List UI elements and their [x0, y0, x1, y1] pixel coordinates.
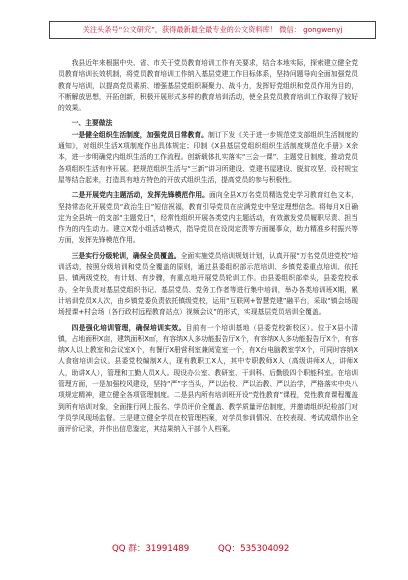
header-banner: [49, 21, 376, 39]
paragraph-1-text: 制订下发《关于进一步规范党支部组织生活制度的通知》，对组织生活X项制度作出具体规定；印制《X县基层党组织组织生活制度规范化手册》X余本，进一步明确党内组织生活的工作流程。创新载体扎实落实“三会一课”、主题党日制度，推动党员各项组织生活有序开展。把规范组织生活与“三新”讲习所建设、党建书屋建设、脱贫攻坚、设村规宝屋等结合起来，打造具有地方特色的开放式组织生活，提高党员的参与积极性。: [58, 130, 359, 184]
paragraph-2-lead: 二是开展党内主题活动，发挥先锋模范作用。: [71, 191, 210, 200]
paragraph-3-lead: 三是实行分级轮训，确保全员覆盖。: [71, 251, 181, 260]
intro-paragraph: 我县近年来根据中央、省、市关于党员教育培训工作有关要求，结合本地实际，探索建立健全党员教育培训长效机制，将党员教育培训工作纳入基层党建工作目标体系，坚持问题导向全面加强党员教育与培训，以提高党员素质、增强基层党组织凝聚力、战斗力，发挥好党组织和党员作用为目的，不断解放思想，开拓创新，积极开展形式多样的教育培训活动，使全县党员教育培训工作取得了较好的效果。: [58, 59, 358, 113]
paragraph-3: [58, 251, 358, 319]
paragraph-4-lead: 四是强化培训管理，确保培训实效。: [71, 323, 186, 332]
document-body: [58, 58, 358, 436]
banner-contact-value: gongwenyj: [303, 25, 343, 34]
paragraph-4: [58, 323, 358, 436]
banner-text: 关注头条号“公文研究”，获得最新最全最专业的公文资料库！: [82, 25, 277, 34]
paragraph-4-text: 目前有一个培训基地（县委党校新校区）。位于X县小清镇，占地面积X亩，建筑面积X㎡，有容纳X人多功能报告厅X个，有容纳X人多功能报告厅X个，有容纳X人以上教室和会议室X个，有餐厅X册营利室兼阅览室一个，有X台电脑教室学X个，可同时容纳X人食宿培训会议。县委党校编制X人，现有教职工X人，其中专职教师X人（高级讲师X人，讲师X人，助讲X人），管理和工勤人员X人。现设办公室、教研室、干训科、后勤股四个职能科室。在培训管理方面，一是加强校风建设，坚持“严”字当头，严以治校、严以治教、严以治学，严格落实中央八项规定精神，建立健全各项管理制度。二是县内所有培训班开设“党性教育”课程，党性教育课程覆盖到所有培训对象，全面推行网上报名、学员评价全覆盖、教学质量评估制度，并邀请组织纪检部门对学员学风现场监督。三是建立健全学员在校管理档案，对学员参训情况、在校表现、考试成绩作出全面评价记录，并作出信息鉴定，其结果纳入干部个人档案。: [58, 323, 358, 434]
footer-qq-group: QQ 群：31991489: [112, 544, 190, 554]
paragraph-2-text: 面向全县X万名党员精选党史学习教育红色文本，坚持常态化开展党员“政治生日”短信祝福，教育引导党员在应满党史中坚定理想信念。将每月X日确定为全县统一的支部“主题党日”，经常性组织开展各类党内主题活动，有效激发党员履职尽责、担当作为的内生动力。建立X党小组活动模式，指导党员在设岗定责等方面履事众，助力精准乡村振兴等方面，发挥先锋模范作用。: [58, 191, 359, 245]
banner-contact-label: 微信：: [279, 25, 301, 34]
footer-qq: QQ：535304092: [218, 544, 290, 554]
paragraph-2: [58, 190, 358, 246]
paragraph-1: [58, 130, 358, 186]
section-heading: 一、主要做法: [71, 119, 113, 128]
paragraph-1-lead: 一是健全组织生活制度，加强党员日常教育。: [71, 130, 208, 139]
paragraph-3-text: 全面实施党员培训规划计划，认真开展“万名党员进党校”培训活动，按照分级培训和党员全覆盖的原则，通过县委组织部示范培训、乡镇党委重点培训、依托县、镇两级党校，有计划、有步骤，有重点地开展党员轮训工作。由县委组织部牵头，县委党校承办，全年负责对基层党组织书记、基层党员、党务工作者等进行集中培训，举办各类培训班X期，累计培训党员X人次，由乡镇党委负责依托镇级党校，运用“互联网+智慧党建”融平台，采取“镇会场现场授课+村会场（各行政村远程教育站点）视频会议”的形式，实现基层党员培训全覆盖。: [58, 251, 358, 317]
